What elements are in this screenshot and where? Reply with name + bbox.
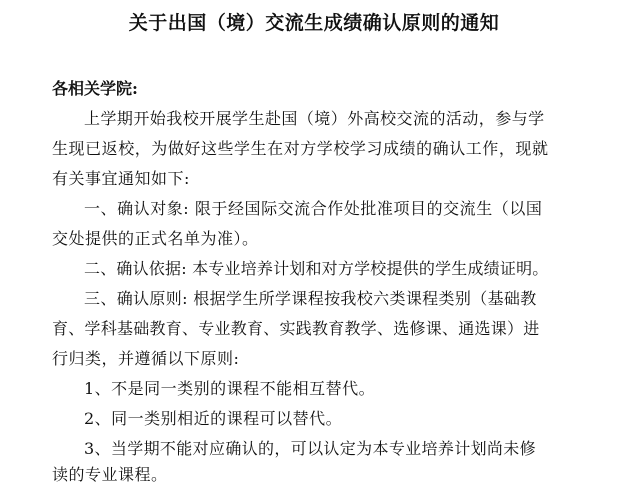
paragraph-line: 育、学科基础教育、专业教育、实践教育教学、选修课、通选课）进: [52, 319, 540, 338]
paragraph-line: 三、确认原则: 根据学生所学课程按我校六类课程类别（基础教: [84, 289, 537, 308]
salutation: 各相关学院:: [52, 79, 138, 98]
paragraph-line: 行归类，并遵循以下原则:: [52, 349, 240, 368]
paragraph-line: 一、确认对象: 限于经国际交流合作处批准项目的交流生（以国: [84, 199, 543, 218]
paragraph-line: 二、确认依据: 本专业培养计划和对方学校提供的学生成绩证明。: [84, 259, 549, 278]
rule-item-line: 读的专业课程。: [52, 465, 168, 484]
paragraph-line: 交处提供的正式名单为准）。: [52, 229, 259, 248]
paragraph-line: 上学期开始我校开展学生赴国（境）外高校交流的活动，参与学: [84, 109, 545, 128]
rule-item-line: 3、当学期不能对应确认的，可以认定为本专业培养计划尚未修: [84, 439, 536, 458]
rule-item-line: 2、同一类别相近的课程可以替代。: [84, 409, 343, 428]
document-title: 关于出国（境）交流生成绩确认原则的通知: [128, 12, 500, 34]
rule-item-line: 1、不是同一类别的课程不能相互替代。: [84, 379, 376, 398]
paragraph-line: 有关事宜通知如下:: [52, 169, 190, 188]
paragraph-line: 生现已返校，为做好这些学生在对方学校学习成绩的确认工作，现就: [52, 139, 549, 158]
